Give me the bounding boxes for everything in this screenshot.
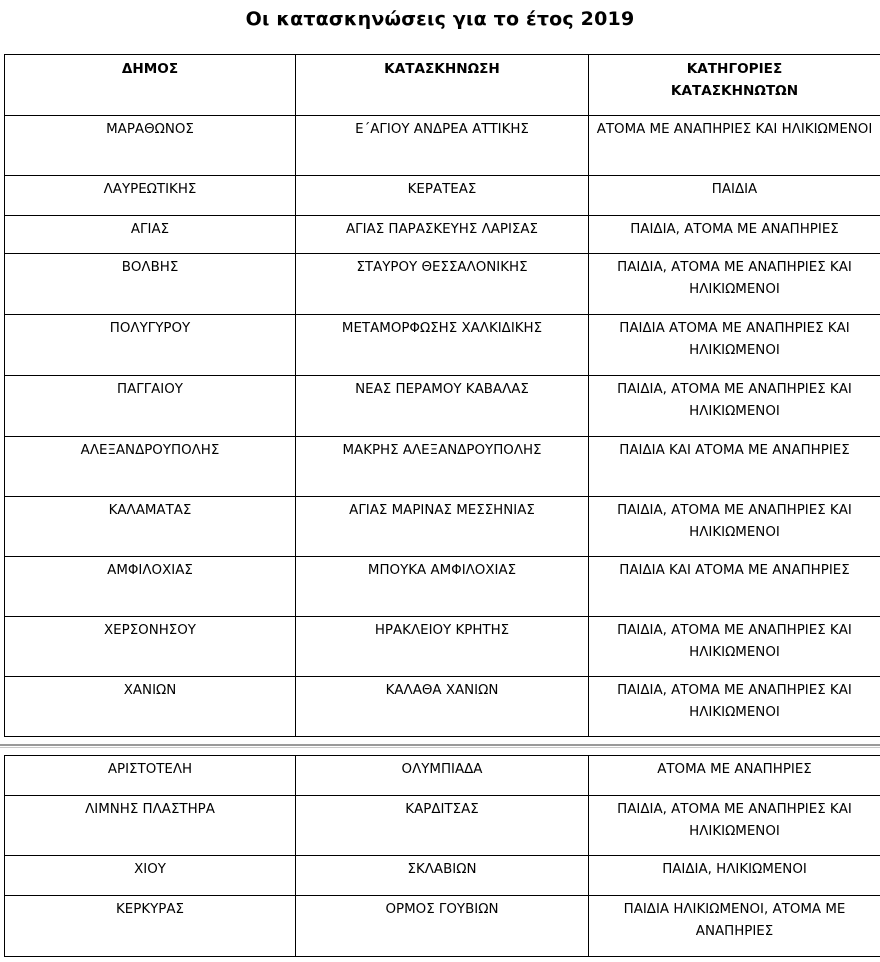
camps-table-part-1 [4,54,880,737]
cell-categories: ΑΤΟΜΑ ΜΕ ΑΝΑΠΗΡΙΕΣ [589,756,880,796]
cell-categories: ΠΑΙΔΙΑ, ΗΛΙΚΙΩΜΕΝΟΙ [589,856,880,896]
cell-camp: ΚΕΡΑΤΕΑΣ [296,176,589,216]
cell-camp: ΗΡΑΚΛΕΙΟΥ ΚΡΗΤΗΣ [296,617,589,677]
table-row [5,497,880,557]
cell-municipality: ΛΑΥΡΕΩΤΙΚΗΣ [5,176,296,216]
cell-municipality: ΑΛΕΞΑΝΔΡΟΥΠΟΛΗΣ [5,437,296,497]
cell-categories: ΠΑΙΔΙΑ, ΑΤΟΜΑ ΜΕ ΑΝΑΠΗΡΙΕΣ ΚΑΙ ΗΛΙΚΙΩΜΕΝΟΙ [589,617,880,677]
cell-municipality: ΧΑΝΙΩΝ [5,677,296,737]
cell-categories: ΠΑΙΔΙΑ, ΑΤΟΜΑ ΜΕ ΑΝΑΠΗΡΙΕΣ [589,216,880,254]
cell-categories: ΠΑΙΔΙΑ, ΑΤΟΜΑ ΜΕ ΑΝΑΠΗΡΙΕΣ ΚΑΙ ΗΛΙΚΙΩΜΕΝΟΙ [589,497,880,557]
table-row [5,677,880,737]
cell-categories: ΠΑΙΔΙΑ ΗΛΙΚΙΩΜΕΝΟΙ, ΑΤΟΜΑ ΜΕ ΑΝΑΠΗΡΙΕΣ [589,896,880,957]
cell-municipality: ΧΙΟΥ [5,856,296,896]
cell-camp: Ε΄ΑΓΙΟΥ ΑΝΔΡΕΑ ΑΤΤΙΚΗΣ [296,116,589,176]
table-row [5,116,880,176]
cell-municipality: ΛΙΜΝΗΣ ΠΛΑΣΤΗΡΑ [5,796,296,856]
header-categories-line1: ΚΑΤΗΓΟΡΙΕΣ [686,61,783,77]
table-row [5,896,880,957]
camps-table-part-2 [4,755,880,957]
cell-categories: ΠΑΙΔΙΑ ΚΑΙ ΑΤΟΜΑ ΜΕ ΑΝΑΠΗΡΙΕΣ [589,437,880,497]
page-break-divider [0,744,880,748]
cell-categories: ΠΑΙΔΙΑ ΚΑΙ ΑΤΟΜΑ ΜΕ ΑΝΑΠΗΡΙΕΣ [589,557,880,617]
cell-categories: ΑΤΟΜΑ ΜΕ ΑΝΑΠΗΡΙΕΣ ΚΑΙ ΗΛΙΚΙΩΜΕΝΟΙ [589,116,880,176]
cell-camp: ΑΓΙΑΣ ΠΑΡΑΣΚΕΥΗΣ ΛΑΡΙΣΑΣ [296,216,589,254]
cell-camp: ΣΚΛΑΒΙΩΝ [296,856,589,896]
header-camp: ΚΑΤΑΣΚΗΝΩΣΗ [296,55,589,116]
cell-municipality: ΑΓΙΑΣ [5,216,296,254]
cell-camp: ΣΤΑΥΡΟΥ ΘΕΣΣΑΛΟΝΙΚΗΣ [296,254,589,315]
cell-camp: ΟΛΥΜΠΙΑΔΑ [296,756,589,796]
cell-categories: ΠΑΙΔΙΑ [589,176,880,216]
cell-municipality: ΚΕΡΚΥΡΑΣ [5,896,296,957]
cell-categories: ΠΑΙΔΙΑ, ΑΤΟΜΑ ΜΕ ΑΝΑΠΗΡΙΕΣ ΚΑΙ ΗΛΙΚΙΩΜΕΝΟΙ [589,376,880,437]
table-row [5,254,880,315]
table-row [5,437,880,497]
cell-camp: ΚΑΡΔΙΤΣΑΣ [296,796,589,856]
cell-camp: ΜΕΤΑΜΟΡΦΩΣΗΣ ΧΑΛΚΙΔΙΚΗΣ [296,315,589,376]
cell-municipality: ΧΕΡΣΟΝΗΣΟΥ [5,617,296,677]
cell-categories: ΠΑΙΔΙΑ, ΑΤΟΜΑ ΜΕ ΑΝΑΠΗΡΙΕΣ ΚΑΙ ΗΛΙΚΙΩΜΕΝΟΙ [589,677,880,737]
table-row [5,216,880,254]
cell-camp: ΑΓΙΑΣ ΜΑΡΙΝΑΣ ΜΕΣΣΗΝΙΑΣ [296,497,589,557]
table-row [5,756,880,796]
cell-categories: ΠΑΙΔΙΑ ΑΤΟΜΑ ΜΕ ΑΝΑΠΗΡΙΕΣ ΚΑΙ ΗΛΙΚΙΩΜΕΝΟΙ [589,315,880,376]
cell-municipality: ΠΑΓΓΑΙΟΥ [5,376,296,437]
cell-camp: ΟΡΜΟΣ ΓΟΥΒΙΩΝ [296,896,589,957]
cell-municipality: ΜΑΡΑΘΩΝΟΣ [5,116,296,176]
header-municipality: ΔΗΜΟΣ [5,55,296,116]
cell-camp: ΜΠΟΥΚΑ ΑΜΦΙΛΟΧΙΑΣ [296,557,589,617]
cell-municipality: ΚΑΛΑΜΑΤΑΣ [5,497,296,557]
cell-municipality: ΑΡΙΣΤΟΤΕΛΗ [5,756,296,796]
header-categories [589,55,880,116]
table-row [5,557,880,617]
cell-categories: ΠΑΙΔΙΑ, ΑΤΟΜΑ ΜΕ ΑΝΑΠΗΡΙΕΣ ΚΑΙ ΗΛΙΚΙΩΜΕΝΟΙ [589,254,880,315]
cell-camp: ΝΕΑΣ ΠΕΡΑΜΟΥ ΚΑΒΑΛΑΣ [296,376,589,437]
table-row [5,617,880,677]
cell-camp: ΜΑΚΡΗΣ ΑΛΕΞΑΝΔΡΟΥΠΟΛΗΣ [296,437,589,497]
table-row [5,856,880,896]
cell-camp: ΚΑΛΑΘΑ ΧΑΝΙΩΝ [296,677,589,737]
cell-categories: ΠΑΙΔΙΑ, ΑΤΟΜΑ ΜΕ ΑΝΑΠΗΡΙΕΣ ΚΑΙ ΗΛΙΚΙΩΜΕΝΟΙ [589,796,880,856]
cell-municipality: ΑΜΦΙΛΟΧΙΑΣ [5,557,296,617]
table-row [5,376,880,437]
cell-municipality: ΒΟΛΒΗΣ [5,254,296,315]
table-row [5,176,880,216]
table-header-row [5,55,880,116]
table-row [5,796,880,856]
table-row [5,315,880,376]
page-title: Οι κατασκηνώσεις για το έτος 2019 [245,8,635,30]
cell-municipality: ΠΟΛΥΓΥΡΟΥ [5,315,296,376]
header-categories-line2: ΚΑΤΑΣΚΗΝΩΤΩΝ [670,83,799,99]
